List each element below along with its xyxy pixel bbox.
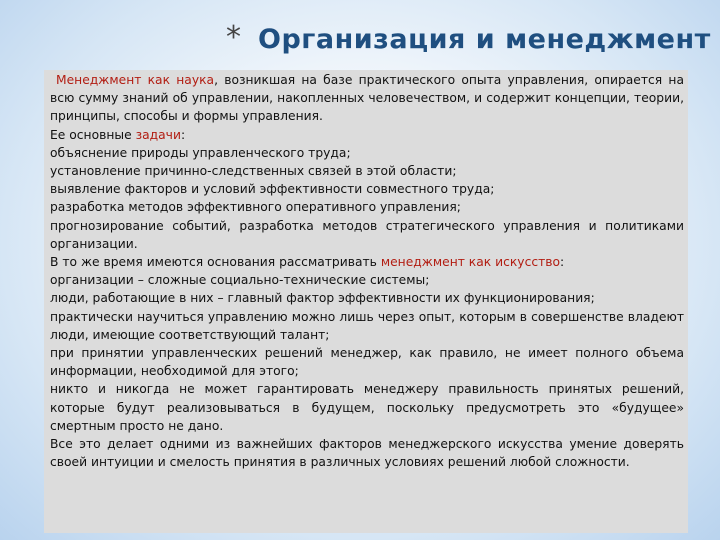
task-item: выявление факторов и условий эффективности совместного труда; [50, 182, 495, 197]
tasks-prefix: Ее основные [50, 127, 136, 142]
art-point: люди, работающие в них – главный фактор эффективности их функционирования; [50, 291, 595, 306]
task-item: прогнозирование событий, разработка методов стратегического управления и политиками организации. [50, 218, 684, 251]
slide-header [0, 18, 720, 58]
asterisk-bullet: * [226, 20, 241, 55]
intro-paragraph [50, 71, 684, 126]
tasks-suffix: : [180, 127, 186, 142]
art-point: организации – сложные социально-технические системы; [50, 273, 430, 288]
slide-title: Организация и менеджмент [258, 24, 711, 55]
art-suffix: : [560, 255, 565, 270]
conclusion-paragraph: Все это делает одними из важнейших факторов менеджерского искусства умение доверять своей интуиции и смелость принятия в различных условиях решений любой сложности. [50, 437, 684, 470]
task-item: разработка методов эффективного оперативного управления; [50, 200, 461, 215]
science-highlight: Менеджмент как наука [56, 73, 215, 87]
slide-body [50, 71, 684, 471]
art-point: практически научиться управлению можно лишь через опыт, которым в совершенстве владеют люди, имеющие соответствующий талант; [50, 309, 684, 342]
tasks-highlight: задачи [135, 127, 181, 142]
art-heading [50, 253, 684, 271]
art-prefix: В то же время имеются основания рассматривать [50, 255, 381, 270]
task-item: установление причинно-следственных связей в этой области; [50, 164, 457, 179]
art-highlight: менеджмент как искусство [380, 255, 561, 270]
art-point: при принятии управленческих решений менеджер, как правило, не имеет полного объема информации, необходимой для этого; [50, 346, 684, 379]
art-point: никто и никогда не может гарантировать менеджеру правильность принятых решений, которые будут реализовываться в будущем, поскольку предусмотреть это «будущее» смертным просто не дано. [50, 382, 684, 433]
intro-text: , возникшая на базе практического опыта управления, опирается на всю сумму знаний об управлении, накопленных человечеством, и содержит концепции, теории, принципы, способы и формы управления. [50, 73, 684, 124]
task-item: объяснение природы управленческого труда; [50, 145, 351, 160]
tasks-heading [50, 126, 684, 144]
